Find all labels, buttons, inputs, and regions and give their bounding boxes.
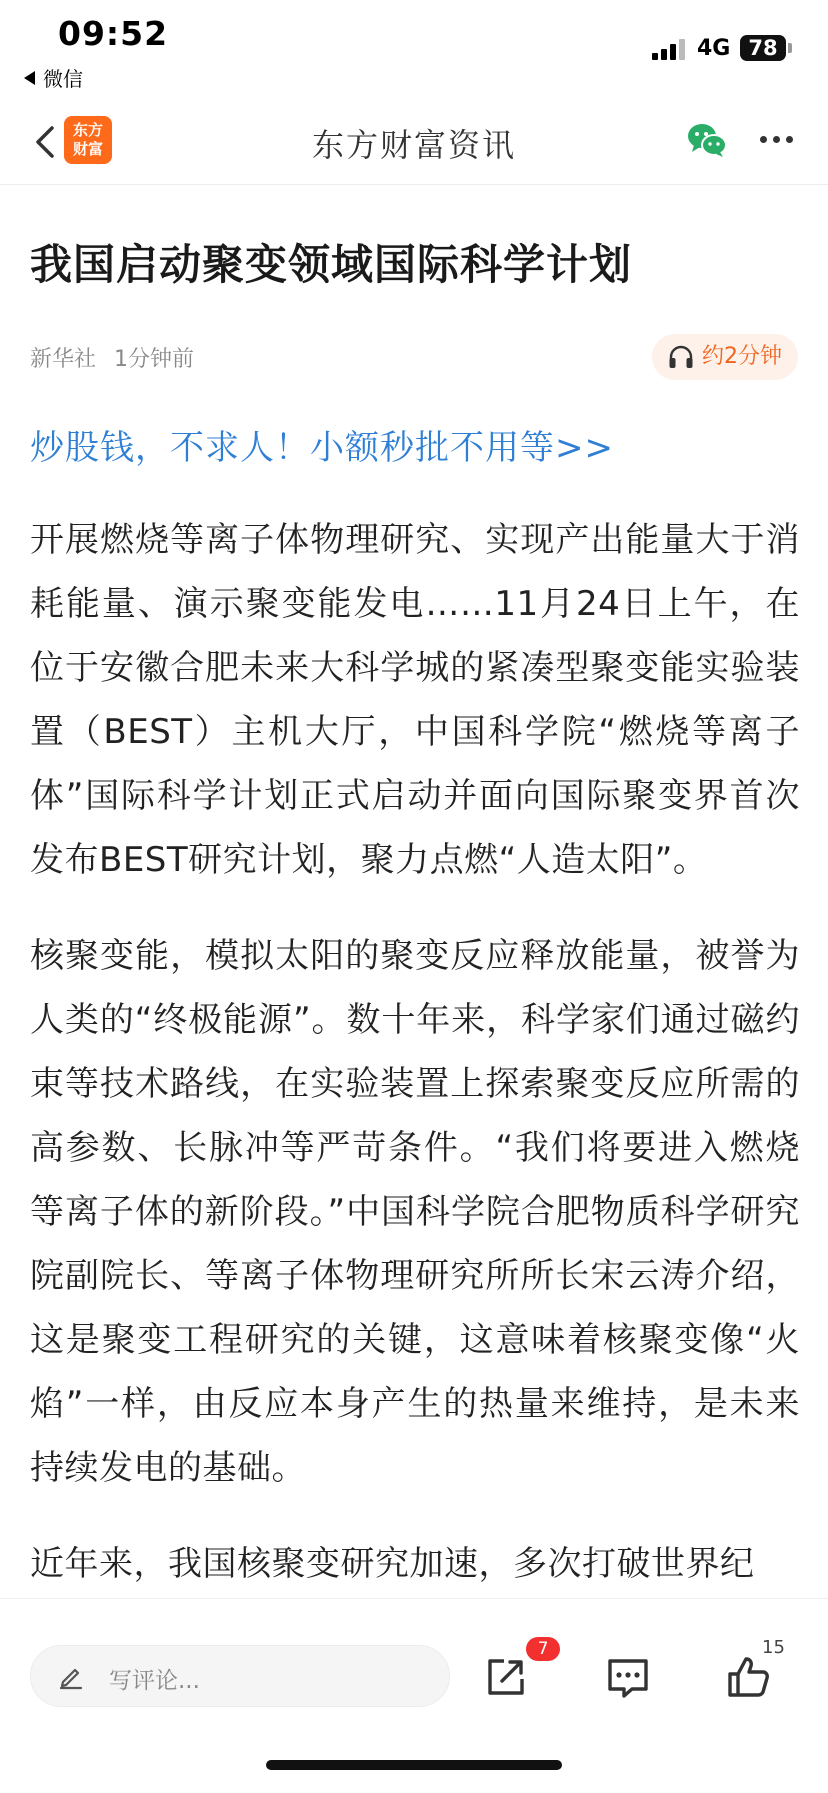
- battery-icon: 78: [740, 35, 786, 61]
- article-source: 新华社: [30, 347, 97, 372]
- article-body: [30, 508, 800, 1608]
- nav-bar: [0, 100, 828, 185]
- share-count-badge: 7: [526, 1637, 560, 1661]
- article-title: 我国启动聚变领域国际科学计划: [30, 240, 633, 289]
- share-icon[interactable]: [478, 1649, 534, 1705]
- pencil-icon: [57, 1662, 85, 1690]
- article-meta: [30, 342, 194, 373]
- article-paragraph: 核聚变能，模拟太阳的聚变反应释放能量，被誉为人类的“终极能源”。数十年来，科学家们通过磁约束等技术路线，在实验装置上探索聚变反应所需的高参数、长脉冲等严苛条件。“我们将要进入燃烧等离子体的新阶段。”中国科学院合肥物质科学研究院副院长、等离子体物理研究所所长宋云涛介绍，这是聚变工程研究的关键，这意味着核聚变像“火焰”一样，由反应本身产生的热量来维持，是未来持续发电的基础。: [30, 936, 800, 1488]
- back-to-app-label: 微信: [43, 67, 83, 91]
- headphone-icon: [668, 345, 694, 369]
- back-to-app-button[interactable]: [24, 63, 83, 92]
- network-type: 4G: [697, 36, 731, 61]
- promo-link[interactable]: 炒股钱，不求人！小额秒批不用等>>: [30, 428, 614, 468]
- status-bar: [0, 0, 828, 100]
- status-time: 09:52: [58, 14, 169, 53]
- comment-input[interactable]: [30, 1645, 450, 1707]
- nav-title: 东方财富资讯: [311, 126, 516, 164]
- logo-line-1: 东方: [72, 121, 103, 139]
- audio-duration: 约2分钟: [702, 344, 782, 369]
- comment-placeholder: 写评论...: [109, 1668, 200, 1694]
- wechat-share-icon[interactable]: [686, 120, 728, 160]
- home-indicator[interactable]: [266, 1760, 562, 1770]
- more-options-icon[interactable]: [760, 136, 794, 146]
- logo-line-2: 财富: [72, 140, 103, 158]
- article-paragraph: 开展燃烧等离子体物理研究、实现产出能量大于消耗能量、演示聚变能发电……11月24日上午，在位于安徽合肥未来大科学城的紧凑型聚变能实验装置（BEST）主机大厅，中国科学院“燃烧等离子体”国际科学计划正式启动并面向国际聚变界首次发布BEST研究计划，聚力点燃“人造太阳”。: [30, 520, 800, 880]
- back-triangle-icon: [24, 71, 35, 85]
- article-paragraph: 近年来，我国核聚变研究加速，多次打破世界纪: [30, 1544, 755, 1584]
- listen-audio-button[interactable]: [652, 334, 798, 380]
- article-time: 1分钟前: [114, 347, 195, 372]
- cellular-signal-icon: [652, 38, 688, 60]
- like-count: 15: [762, 1637, 785, 1658]
- comment-icon[interactable]: [600, 1649, 656, 1705]
